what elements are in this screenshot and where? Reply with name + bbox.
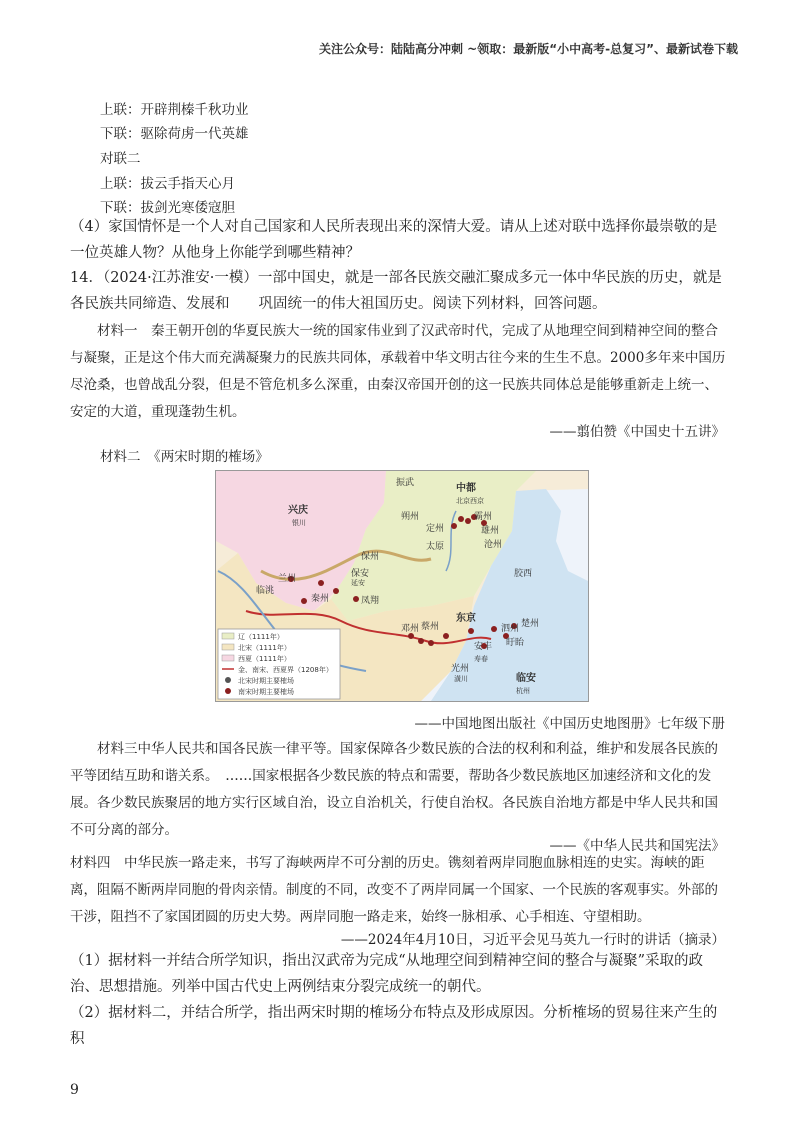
svg-text:潢川: 潢川 — [454, 675, 468, 683]
question-13-4: （4）家国情怀是一个人对自己国家和人民所表现出来的深情大爱。请从上述对联中选择你最崇敬的是一位英雄人物？从他身上你能学到哪些精神？ — [70, 219, 718, 261]
material-3: 材料三中华人民共和国各民族一律平等。国家保障各少数民族的合法的权利和利益，维护和发展各民族的平等团结互助和谐关系。 ……国家根据各少数民族的特点和需要，帮助各少数民族地区加速经济和文化的发展。各少数民族聚居的地方实行区域自治，设立自治机关，行使自治权。各民族自治地方都是中华人民共和国不可分离的部分。 — [70, 741, 718, 838]
svg-text:延安: 延安 — [351, 579, 365, 587]
material-4-source: ——2024年4月10日，习近平会见马英九一行时的讲话（摘录） — [340, 932, 725, 948]
svg-text:霸州: 霸州 — [474, 512, 493, 522]
material-1: 材料一 秦王朝开创的华夏民族大一统的国家伟业到了汉武帝时代，完成了从地理空间到精神空间的整合与凝聚，正是这个伟大而充满凝聚力的民族共同体，承载着中华文明古往今来的生生不息。2000多年来中国历尽沧桑，也曾战乱分裂，但是不管危机多么深重，由秦汉帝国开创的这一民族共同体总是能够重新走上统一、安定的大道，重现蓬勃生机。 — [70, 323, 726, 420]
svg-text:盱眙: 盱眙 — [506, 638, 525, 648]
svg-text:中都: 中都 — [456, 483, 476, 494]
couplet-1-upper: 上联：开辟荆榛千秋功业 — [100, 102, 249, 118]
svg-text:临安: 临安 — [516, 673, 536, 684]
couplet-1-lower: 下联：驱除荷虏一代英雄 — [100, 126, 249, 142]
svg-text:北宋时期主要榷场: 北宋时期主要榷场 — [238, 677, 294, 685]
svg-text:保州: 保州 — [361, 552, 380, 562]
question-14-2: （2）据材料二，并结合所学，指出两宋时期的榷场分布特点及形成原因。分析榷场的贸易往来产生的积 — [70, 1005, 718, 1047]
svg-text:泗州: 泗州 — [501, 624, 520, 634]
svg-text:兰州: 兰州 — [278, 574, 297, 584]
svg-text:北京西京: 北京西京 — [456, 497, 484, 505]
svg-text:临洮: 临洮 — [256, 586, 275, 596]
couplet-2-upper: 上联：拔云手指天心月 — [100, 176, 235, 192]
svg-text:秦州: 秦州 — [311, 594, 330, 604]
svg-text:振武: 振武 — [396, 478, 415, 488]
svg-text:沧州: 沧州 — [484, 540, 503, 550]
svg-text:楚州: 楚州 — [521, 619, 540, 629]
svg-text:邓州: 邓州 — [401, 624, 420, 634]
page-header: 关注公众号：陆陆高分冲刺 ~领取：最新版“小中高考-总复习”、最新试卷下载 — [319, 42, 738, 56]
svg-text:光州: 光州 — [451, 664, 470, 674]
svg-text:北宋（1111年）: 北宋（1111年） — [238, 644, 291, 652]
svg-text:朔州: 朔州 — [401, 512, 420, 522]
svg-text:兴庆: 兴庆 — [288, 505, 308, 516]
material-2-source: ——中国地图出版社《中国历史地图册》七年级下册 — [414, 716, 725, 732]
svg-text:蔡州: 蔡州 — [421, 622, 440, 632]
svg-text:凤翔: 凤翔 — [361, 596, 380, 606]
svg-text:西夏（1111年）: 西夏（1111年） — [238, 655, 291, 663]
question-14-1: （1）据材料一并结合所学知识，指出汉武帝为完成“从地理空间到精神空间的整合与凝聚”采取的政治、思想措施。列举中国古代史上两例结束分裂完成统一的朝代。 — [70, 953, 704, 995]
svg-text:定州: 定州 — [426, 524, 445, 534]
svg-text:寿春: 寿春 — [474, 655, 488, 663]
page-number: 9 — [70, 1082, 79, 1098]
couplet-2-title: 对联二 — [100, 151, 141, 167]
couplet-2-lower: 下联：拔剑光寒倭寇胆 — [100, 200, 235, 216]
svg-text:银川: 银川 — [292, 519, 306, 527]
svg-text:金、南宋、西夏界（1208年）: 金、南宋、西夏界（1208年） — [238, 666, 333, 674]
svg-text:东京: 东京 — [456, 613, 476, 624]
svg-text:杭州: 杭州 — [516, 687, 530, 695]
svg-text:辽（1111年）: 辽（1111年） — [238, 633, 284, 641]
svg-text:太原: 太原 — [426, 542, 445, 552]
svg-text:保安: 保安 — [351, 569, 370, 579]
material-2-title: 材料二 《两宋时期的榷场》 — [100, 449, 269, 465]
song-trade-map — [215, 470, 589, 702]
material-1-source: ——翦伯赞《中国史十五讲》 — [549, 424, 725, 440]
svg-text:雄州: 雄州 — [481, 526, 500, 536]
svg-text:安丰: 安丰 — [474, 642, 493, 652]
question-14-intro: 14．（2024·江苏淮安·一模）一部中国史，就是一部各民族交融汇聚成多元一体中华民族的历史，就是各民族共同缔造、发展和 巩固统一的伟大祖国历史。阅读下列材料，回答问题。 — [70, 270, 722, 312]
material-4: 材料四 中华民族一路走来，书写了海峡两岸不可分割的历史。镌刻着两岸同胞血脉相连的史实。海峡的距离，阻隔不断两岸同胞的骨肉亲情。制度的不同，改变不了两岸同属一个国家、一个民族的客观事实。外部的干涉，阻挡不了家国团圆的历史大势。两岸同胞一路走来，始终一脉相承、心手相连、守望相助。 — [70, 855, 718, 925]
svg-text:胶西: 胶西 — [514, 569, 533, 579]
material-3-source: ——《中华人民共和国宪法》 — [549, 838, 725, 854]
svg-text:南宋时期主要榷场: 南宋时期主要榷场 — [238, 688, 294, 696]
